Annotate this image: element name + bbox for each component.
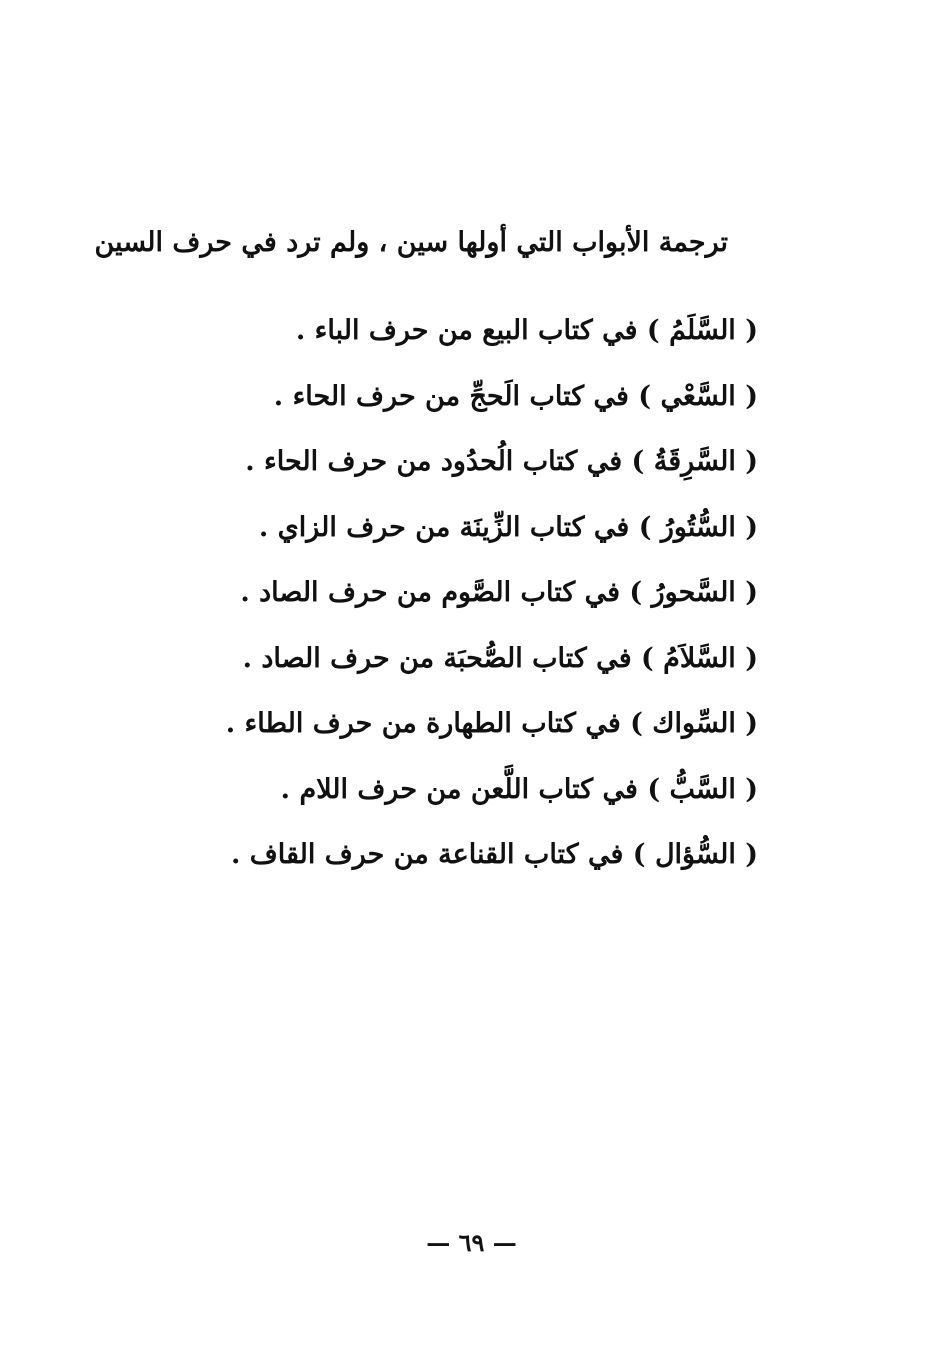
cross-reference-entry: ( السَّلَمُ ) في كتاب البيع من حرف الباء . bbox=[295, 315, 758, 346]
page-number: — ٦٩ — bbox=[426, 1228, 517, 1257]
cross-reference-entry: ( السُّؤال ) في كتاب القناعة من حرف القاف . bbox=[230, 839, 758, 870]
cross-reference-entry: ( السَّعْي ) في كتاب الَحجِّ من حرف الحاء . bbox=[273, 380, 758, 412]
cross-reference-entry: ( السُّتُورُ ) في كتاب الزِّينَة من حرف الزاي . bbox=[258, 511, 758, 543]
cross-reference-entry: ( السَّبُّ ) في كتاب اللَّعن من حرف اللام . bbox=[280, 773, 758, 805]
cross-reference-entry: ( السِّواك ) في كتاب الطهارة من حرف الطاء . bbox=[225, 708, 758, 739]
cross-reference-entry: ( السَّلاَمُ ) في كتاب الصُّحبَة من حرف الصاد . bbox=[242, 642, 758, 674]
cross-reference-entry: ( السَّحورُ ) في كتاب الصَّوم من حرف الصاد . bbox=[240, 577, 758, 608]
section-heading: ترجمة الأبواب التي أولها سين ، ولم ترد في حرف السين bbox=[94, 227, 728, 258]
cross-reference-entry: ( السَّرِقَةُ ) في كتاب الُحدُود من حرف الحاء . bbox=[245, 446, 758, 477]
cross-reference-list bbox=[225, 306, 758, 896]
